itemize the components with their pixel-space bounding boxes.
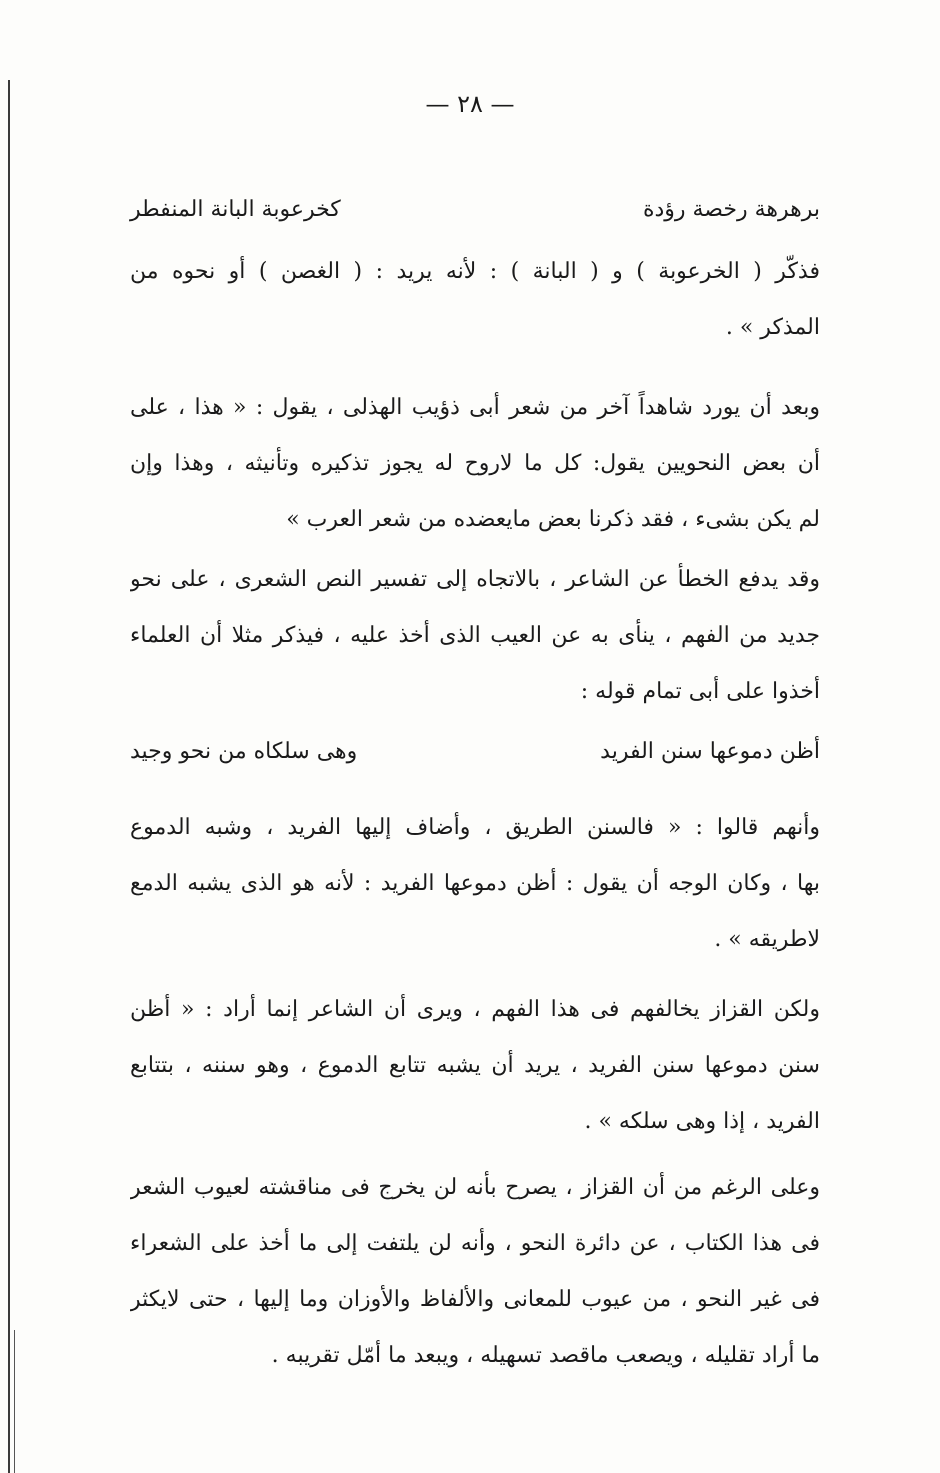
- verse-1: [130, 182, 820, 238]
- paragraph-5: [130, 982, 820, 1150]
- paragraph-line: وقد يدفع الخطأ عن الشاعر ، بالاتجاه إلى تفسير النص الشعرى ، على نحو: [130, 567, 820, 592]
- verse-1-first-hemistich: برهرهة رخصة رؤدة: [642, 197, 820, 222]
- verse-1-second-hemistich: كخرعوبة البانة المنفطر: [130, 197, 341, 222]
- paragraph-line: وعلى الرغم من أن القزاز ، يصرح بأنه لن يخرج فى مناقشته لعيوب الشعر: [130, 1175, 820, 1200]
- paragraph-line: سنن دموعها سنن الفريد ، يريد أن يشبه تتابع الدموع ، وهو سننه ، بتتابع: [130, 1053, 820, 1078]
- paragraph-2: [130, 380, 820, 548]
- paragraph-1: [130, 244, 820, 356]
- paragraph-line: فذكّر ( الخرعوبة ) و ( البانة ) : لأنه يريد : ( الغصن ) أو نحوه من: [130, 259, 820, 284]
- paragraph-line: وبعد أن يورد شاهداً آخر من شعر أبى ذؤيب الهذلى ، يقول : « هذا ، على: [130, 395, 820, 420]
- paragraph-line: ما أراد تقليله ، ويصعب ماقصد تسهيله ، ويبعد ما أمّل تقريبه .: [271, 1343, 820, 1368]
- verse-2: [130, 724, 820, 780]
- binding-edge-line: [8, 80, 10, 1473]
- paragraph-line: جديد من الفهم ، ينأى به عن العيب الذى أخذ عليه ، فيذكر مثلا أن العلماء: [130, 623, 820, 648]
- paragraph-line: لم يكن بشىء ، فقد ذكرنا بعض مايعضده من شعر العرب »: [286, 507, 820, 532]
- paragraph-line: أن بعض النحويين يقول: كل ما لاروح له يجوز تذكيره وتأنيثه ، وهذا وإن: [130, 451, 820, 476]
- paragraph-line: فى هذا الكتاب ، عن دائرة النحو ، وأنه لن يلتفت إلى ما أخذ على الشعراء: [130, 1231, 820, 1256]
- binding-edge-line-lower: [14, 1330, 15, 1473]
- paragraph-6: [130, 1160, 820, 1384]
- paragraph-line: أخذوا على أبى تمام قوله :: [580, 679, 820, 704]
- paragraph-line: فى غير النحو ، من عيوب للمعانى والألفاظ والأوزان وما إليها ، حتى لايكثر: [130, 1287, 820, 1312]
- verse-2-first-hemistich: أظن دموعها سنن الفريد: [600, 739, 820, 764]
- paragraph-line: المذكر » .: [725, 315, 820, 340]
- paragraph-line: الفريد ، إذا وهى سلكه » .: [584, 1109, 820, 1134]
- paragraph-line: بها ، وكان الوجه أن يقول : أظن دموعها الفريد : لأنه هو الذى يشبه الدمع: [130, 871, 820, 896]
- paragraph-line: وأنهم قالوا : « فالسنن الطريق ، وأضاف إليها الفريد ، وشبه الدموع: [130, 815, 820, 840]
- paragraph-3: [130, 552, 820, 720]
- paragraph-line: لاطريقه » .: [714, 927, 820, 952]
- paragraph-4: [130, 800, 820, 968]
- paragraph-line: ولكن القزاز يخالفهم فى هذا الفهم ، ويرى أن الشاعر إنما أراد : « أظن: [130, 997, 820, 1022]
- verse-2-second-hemistich: وهى سلكاه من نحو وجيد: [130, 739, 358, 764]
- page-number: — ٢٨ —: [425, 90, 515, 118]
